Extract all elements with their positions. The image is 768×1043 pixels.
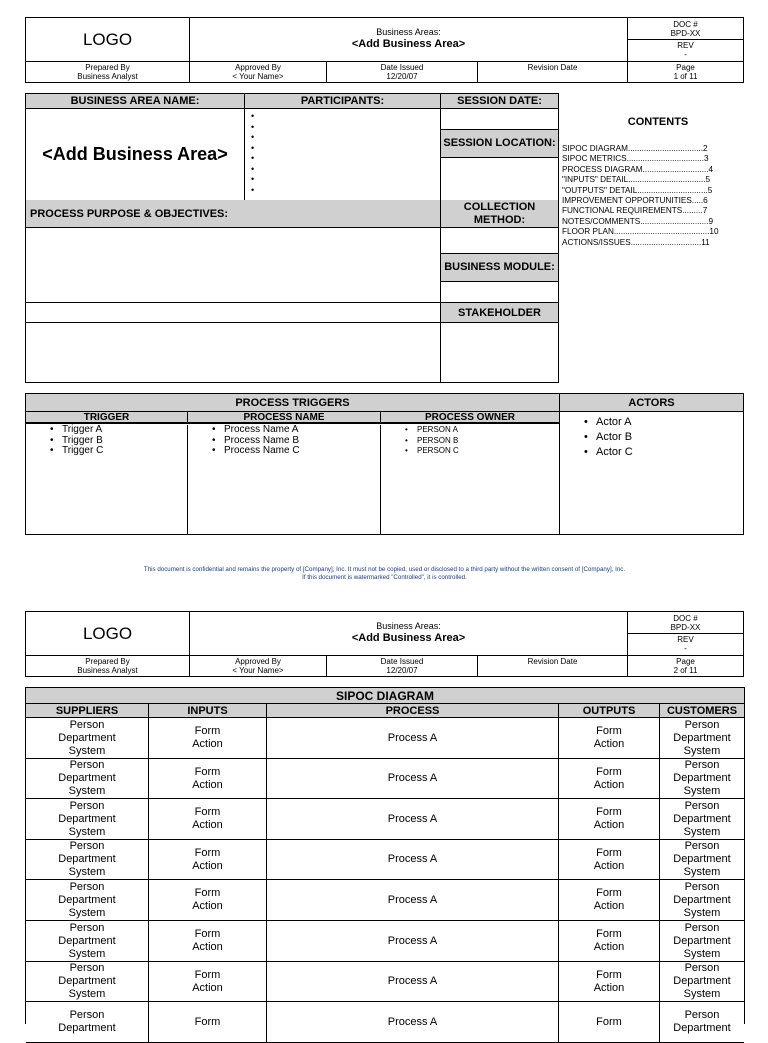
sipoc-col-inputs: INPUTS bbox=[149, 704, 267, 718]
sipoc-cell-line: System bbox=[683, 866, 721, 878]
sipoc-col-process: PROCESS bbox=[267, 704, 559, 718]
page-number: 2 of 11 bbox=[673, 666, 698, 675]
sipoc-cell-line: Form bbox=[194, 1015, 221, 1028]
participant-bullet: • bbox=[251, 153, 255, 163]
business-area-title: <Add Business Area> bbox=[351, 38, 466, 50]
sipoc-cell-line: Department bbox=[673, 772, 731, 784]
contents-item[interactable]: SIPOC METRICS..................................3 bbox=[562, 154, 709, 164]
sipoc-cell-process[interactable] bbox=[267, 921, 559, 962]
sipoc-cell-line: Department bbox=[58, 893, 116, 906]
sipoc-cell-line: Action bbox=[593, 941, 625, 953]
process-triggers-title: PROCESS TRIGGERS bbox=[26, 394, 559, 412]
sipoc-cell-output[interactable] bbox=[559, 921, 660, 962]
contents-item[interactable]: ACTIONS/ISSUES...............................11 bbox=[562, 237, 710, 247]
participant-bullet: • bbox=[251, 111, 255, 121]
sipoc-cell-output[interactable] bbox=[559, 880, 660, 921]
prepared-by-label: Prepared By bbox=[85, 657, 130, 666]
sipoc-cell-line: Process A bbox=[387, 893, 438, 906]
stakeholder-left-value[interactable] bbox=[26, 323, 441, 382]
business-area-title: <Add Business Area> bbox=[351, 632, 466, 644]
sipoc-cell-line: Person bbox=[69, 962, 105, 974]
page-label: Page bbox=[676, 63, 695, 72]
sipoc-cell-line: Action bbox=[192, 900, 223, 912]
sipoc-table bbox=[25, 687, 745, 1034]
logo: LOGO bbox=[26, 18, 190, 61]
sipoc-cell-line: Form bbox=[596, 765, 622, 778]
participants-header: PARTICIPANTS: bbox=[245, 94, 441, 109]
sipoc-cell-line: Action bbox=[593, 778, 625, 791]
sipoc-title: SIPOC DIAGRAM bbox=[26, 688, 744, 704]
sipoc-cell-line: System bbox=[683, 906, 721, 919]
sipoc-cell-customer[interactable] bbox=[660, 799, 744, 840]
approved-by-cell bbox=[190, 61, 327, 82]
sipoc-cell-line: System bbox=[68, 825, 106, 838]
business-areas-cell bbox=[190, 612, 628, 655]
session-location-header: SESSION LOCATION: bbox=[441, 130, 558, 158]
approved-by-label: Approved By bbox=[235, 63, 281, 72]
sipoc-cell-output[interactable] bbox=[559, 759, 660, 799]
approved-by-cell bbox=[190, 655, 327, 676]
doc-cell bbox=[628, 612, 743, 634]
collection-method-value[interactable] bbox=[441, 228, 558, 254]
info-grid bbox=[25, 93, 559, 383]
sipoc-cell-line: Form bbox=[194, 765, 221, 778]
sipoc-cell-process[interactable] bbox=[267, 718, 559, 759]
sipoc-cell-line: System bbox=[683, 785, 721, 797]
stakeholder-value[interactable] bbox=[441, 323, 558, 382]
logo: LOGO bbox=[26, 612, 190, 655]
sipoc-cell-customer[interactable] bbox=[660, 718, 744, 759]
sipoc-cell-input[interactable] bbox=[149, 718, 267, 759]
contents-item[interactable]: "OUTPUTS" DETAIL...............................5 bbox=[562, 185, 713, 195]
doc-number: BPD-XX bbox=[670, 623, 701, 632]
sipoc-cell-supplier[interactable] bbox=[26, 799, 149, 840]
sipoc-cell-line: Form bbox=[596, 846, 622, 859]
actor-item[interactable]: • Actor A bbox=[584, 415, 743, 430]
sipoc-cell-input[interactable] bbox=[149, 962, 267, 1002]
rev-cell bbox=[628, 634, 743, 655]
contents-item[interactable]: FLOOR PLAN..........................................10 bbox=[562, 227, 719, 237]
footer-line-2: If this document is watermarked "Controlled", it is controlled. bbox=[302, 573, 467, 581]
page-label: Page bbox=[676, 657, 695, 666]
sipoc-cell-line: Action bbox=[593, 819, 625, 831]
sipoc-cell-line: Person bbox=[684, 759, 720, 771]
sipoc-cell-line: Department bbox=[673, 893, 731, 906]
footer-line-1: This document is confidential and remains the property of [Company], Inc. It must not be copied, used or disclosed to a third party without the written consent of [Company], Inc. bbox=[143, 566, 626, 573]
actors-list bbox=[560, 415, 743, 460]
sipoc-cell-line: Person bbox=[69, 759, 105, 771]
revision-date-label: Revision Date bbox=[527, 63, 578, 72]
sipoc-cell-line: Form bbox=[596, 806, 622, 818]
sipoc-cell-input[interactable] bbox=[149, 1002, 267, 1043]
sipoc-cell-line: Department bbox=[58, 975, 116, 987]
sipoc-cell-line: Person bbox=[684, 921, 720, 934]
process-name-item[interactable]: • Process Name B bbox=[212, 436, 380, 447]
sipoc-cell-line: Action bbox=[593, 738, 625, 750]
sipoc-cell-output[interactable] bbox=[559, 718, 660, 759]
sipoc-cell-customer[interactable] bbox=[660, 880, 744, 921]
prepared-by-value: Business Analyst bbox=[77, 72, 138, 81]
sipoc-cell-line: System bbox=[68, 988, 106, 1000]
sipoc-cell-supplier[interactable] bbox=[26, 921, 149, 962]
sipoc-cell-line: Department bbox=[58, 731, 116, 744]
sipoc-col-outputs: OUTPUTS bbox=[559, 704, 660, 718]
prepared-by-label: Prepared By bbox=[85, 63, 130, 72]
sipoc-cell-line: Person bbox=[684, 799, 720, 812]
sipoc-cell-line: Department bbox=[58, 853, 116, 865]
process-owner-item[interactable]: • PERSON B bbox=[405, 436, 559, 447]
sipoc-cell-line: Person bbox=[684, 1009, 720, 1021]
sipoc-cell-line: Form bbox=[596, 968, 622, 981]
sipoc-cell-line: Action bbox=[593, 981, 625, 994]
actor-item[interactable]: • Actor B bbox=[584, 430, 743, 445]
sipoc-cell-line: Process A bbox=[387, 812, 438, 825]
sipoc-cell-line: Form bbox=[194, 806, 221, 818]
confidentiality-footer bbox=[25, 566, 744, 581]
sipoc-cell-customer[interactable] bbox=[660, 759, 744, 799]
date-issued-cell bbox=[327, 655, 478, 676]
rev-cell bbox=[628, 40, 743, 61]
process-name-list bbox=[188, 425, 381, 534]
sipoc-cell-line: Person bbox=[69, 718, 105, 731]
contents-list bbox=[562, 144, 744, 248]
sipoc-cell-line: Action bbox=[192, 778, 223, 791]
sipoc-cell-line: Process A bbox=[387, 975, 438, 987]
purpose-header: PROCESS PURPOSE & OBJECTIVES: bbox=[26, 200, 441, 228]
doc-label: DOC # bbox=[673, 614, 698, 623]
sipoc-cell-line: Person bbox=[69, 1009, 105, 1021]
approved-by-label: Approved By bbox=[235, 657, 281, 666]
sipoc-cell-input[interactable] bbox=[149, 921, 267, 962]
page-number: 1 of 11 bbox=[673, 72, 698, 81]
sipoc-cell-customer[interactable] bbox=[660, 921, 744, 962]
sipoc-cell-line: Department bbox=[673, 975, 731, 987]
revision-date-cell bbox=[478, 61, 628, 82]
sipoc-cell-customer[interactable] bbox=[660, 840, 744, 880]
date-issued-value: 12/20/07 bbox=[386, 72, 418, 81]
process-name-item[interactable]: • Process Name C bbox=[212, 446, 380, 457]
stakeholder-header: STAKEHOLDER bbox=[441, 303, 558, 323]
process-name-item[interactable]: • Process Name A bbox=[212, 425, 380, 436]
rev-value: - bbox=[684, 644, 687, 653]
sipoc-cell-line: Form bbox=[596, 1015, 622, 1028]
sipoc-cell-line: Department bbox=[58, 1022, 116, 1034]
business-areas-label: Business Areas: bbox=[376, 621, 441, 631]
sipoc-cell-line: Form bbox=[596, 725, 622, 737]
sipoc-cell-output[interactable] bbox=[559, 840, 660, 880]
sipoc-rows bbox=[26, 718, 744, 1034]
process-owner-col-header: PROCESS OWNER bbox=[381, 412, 559, 424]
date-issued-label: Date Issued bbox=[380, 657, 424, 666]
sipoc-cell-line: Form bbox=[596, 928, 622, 940]
sipoc-cell-input[interactable] bbox=[149, 799, 267, 840]
sipoc-cell-line: Department bbox=[673, 812, 731, 825]
trigger-item[interactable]: • Trigger B bbox=[50, 436, 187, 447]
sipoc-cell-process[interactable] bbox=[267, 962, 559, 1002]
sipoc-cell-line: Process A bbox=[387, 1015, 438, 1028]
contents-panel bbox=[562, 116, 744, 261]
sipoc-cell-output[interactable] bbox=[559, 1002, 660, 1043]
sipoc-cell-line: Process A bbox=[387, 853, 438, 865]
sipoc-cell-supplier[interactable] bbox=[26, 1002, 149, 1043]
process-owner-item[interactable]: • PERSON C bbox=[405, 446, 559, 457]
trigger-item[interactable]: • Trigger C bbox=[50, 446, 187, 457]
sipoc-cell-supplier[interactable] bbox=[26, 718, 149, 759]
rev-label: REV bbox=[677, 635, 694, 644]
participant-bullet: • bbox=[251, 174, 255, 184]
sipoc-cell-line: Form bbox=[194, 887, 221, 899]
contents-item[interactable]: PROCESS DIAGRAM.............................4 bbox=[562, 164, 714, 174]
process-owner-list bbox=[381, 425, 559, 534]
actor-item[interactable]: • Actor C bbox=[584, 445, 743, 460]
sipoc-cell-line: Department bbox=[673, 1022, 731, 1034]
approved-by-value: < Your Name> bbox=[232, 72, 284, 81]
sipoc-cell-output[interactable] bbox=[559, 799, 660, 840]
contents-item[interactable]: "INPUTS" DETAIL..................................5 bbox=[562, 175, 711, 185]
process-triggers-table bbox=[25, 393, 560, 535]
contents-item[interactable]: SIPOC DIAGRAM.................................2 bbox=[562, 144, 708, 153]
sipoc-cell-line: Form bbox=[596, 887, 622, 899]
sipoc-cell-line: System bbox=[683, 825, 721, 838]
sipoc-cell-line: System bbox=[68, 947, 106, 960]
doc-label: DOC # bbox=[673, 20, 698, 29]
date-issued-value: 12/20/07 bbox=[386, 666, 418, 675]
session-date-header: SESSION DATE: bbox=[441, 94, 558, 109]
business-area-value[interactable]: <Add Business Area> bbox=[26, 109, 245, 200]
participant-bullet: • bbox=[251, 132, 255, 142]
page1-header bbox=[25, 17, 744, 83]
sipoc-cell-output[interactable] bbox=[559, 962, 660, 1002]
page2-header bbox=[25, 611, 744, 677]
trigger-list bbox=[26, 425, 188, 534]
sipoc-cell-line: Action bbox=[192, 819, 223, 831]
sipoc-cell-line: Action bbox=[192, 941, 223, 953]
business-areas-cell bbox=[190, 18, 628, 61]
sipoc-cell-line: Department bbox=[673, 731, 731, 744]
sipoc-cell-line: System bbox=[683, 744, 721, 757]
sipoc-cell-line: Department bbox=[58, 934, 116, 947]
date-issued-label: Date Issued bbox=[380, 63, 424, 72]
sipoc-cell-line: Process A bbox=[387, 934, 438, 947]
purpose-value[interactable] bbox=[26, 228, 441, 303]
sipoc-cell-line: Department bbox=[58, 812, 116, 825]
prepared-by-cell bbox=[26, 655, 190, 676]
participant-bullet: • bbox=[251, 184, 255, 195]
sipoc-cell-line: System bbox=[68, 906, 106, 919]
sipoc-cell-line: Action bbox=[192, 738, 223, 750]
sipoc-cell-line: Process A bbox=[387, 731, 438, 744]
sipoc-cell-line: Action bbox=[192, 859, 223, 872]
sipoc-cell-line: Person bbox=[69, 799, 105, 812]
sipoc-cell-line: Person bbox=[684, 718, 720, 731]
sipoc-cell-line: Department bbox=[58, 772, 116, 784]
sipoc-cell-input[interactable] bbox=[149, 880, 267, 921]
sipoc-cell-line: Department bbox=[673, 934, 731, 947]
prepared-by-value: Business Analyst bbox=[77, 666, 138, 675]
business-areas-label: Business Areas: bbox=[376, 27, 441, 37]
sipoc-cell-process[interactable] bbox=[267, 880, 559, 921]
approved-by-value: < Your Name> bbox=[232, 666, 284, 675]
trigger-item[interactable]: • Trigger A bbox=[50, 425, 187, 436]
contents-item[interactable]: NOTES/COMMENTS..............................9 bbox=[562, 216, 714, 226]
sipoc-cell-line: Person bbox=[69, 840, 105, 852]
participant-bullet: • bbox=[251, 163, 255, 174]
sipoc-cell-supplier[interactable] bbox=[26, 880, 149, 921]
sipoc-cell-line: Person bbox=[684, 880, 720, 893]
prepared-by-cell bbox=[26, 61, 190, 82]
business-area-name-header: BUSINESS AREA NAME: bbox=[26, 94, 245, 109]
contents-title: CONTENTS bbox=[627, 116, 689, 128]
actors-table bbox=[559, 393, 744, 535]
sipoc-cell-line: System bbox=[68, 744, 106, 757]
sipoc-cell-line: Action bbox=[192, 981, 223, 994]
actors-title: ACTORS bbox=[560, 394, 743, 412]
rev-label: REV bbox=[677, 41, 694, 50]
sipoc-cell-line: Action bbox=[593, 859, 625, 872]
sipoc-cell-line: Person bbox=[684, 840, 720, 852]
sipoc-cell-supplier[interactable] bbox=[26, 840, 149, 880]
sipoc-cell-line: System bbox=[68, 785, 106, 797]
sipoc-cell-line: Person bbox=[684, 962, 720, 974]
contents-item[interactable]: IMPROVEMENT OPPORTUNITIES.....6 bbox=[562, 196, 708, 206]
sipoc-cell-line: Person bbox=[69, 921, 105, 934]
trigger-col-header: TRIGGER bbox=[26, 412, 188, 424]
page-cell bbox=[628, 655, 743, 676]
sipoc-cell-supplier[interactable] bbox=[26, 962, 149, 1002]
sipoc-cell-line: Form bbox=[194, 725, 221, 737]
sipoc-cell-line: System bbox=[683, 947, 721, 960]
collection-method-header: COLLECTION METHOD: bbox=[441, 200, 558, 228]
session-date-value[interactable] bbox=[441, 109, 558, 130]
sipoc-cell-customer[interactable] bbox=[660, 1002, 744, 1043]
sipoc-cell-input[interactable] bbox=[149, 840, 267, 880]
revision-date-label: Revision Date bbox=[527, 657, 578, 666]
revision-date-cell bbox=[478, 655, 628, 676]
sipoc-cell-line: System bbox=[683, 988, 721, 1000]
participant-bullet: • bbox=[251, 121, 255, 132]
sipoc-cell-line: Action bbox=[593, 900, 625, 912]
participant-bullet: • bbox=[251, 142, 255, 153]
date-issued-cell bbox=[327, 61, 478, 82]
sipoc-cell-line: Form bbox=[194, 928, 221, 940]
rev-value: - bbox=[684, 50, 687, 59]
page-cell bbox=[628, 61, 743, 82]
sipoc-col-customers: CUSTOMERS bbox=[660, 704, 744, 718]
session-location-value[interactable] bbox=[441, 158, 558, 200]
contents-item[interactable]: FUNCTIONAL REQUIREMENTS.........7 bbox=[562, 206, 708, 216]
sipoc-cell-input[interactable] bbox=[149, 759, 267, 799]
sipoc-cell-line: Form bbox=[194, 846, 221, 859]
sipoc-cell-customer[interactable] bbox=[660, 962, 744, 1002]
sipoc-cell-line: Form bbox=[194, 968, 221, 981]
objectives-extra-row[interactable] bbox=[26, 303, 441, 323]
business-module-value[interactable] bbox=[441, 282, 558, 303]
sipoc-cell-process[interactable] bbox=[267, 759, 559, 799]
sipoc-cell-process[interactable] bbox=[267, 799, 559, 840]
business-module-header: BUSINESS MODULE: bbox=[441, 254, 558, 282]
process-owner-item[interactable]: • PERSON A bbox=[405, 425, 559, 436]
doc-number: BPD-XX bbox=[670, 29, 701, 38]
sipoc-cell-line: Process A bbox=[387, 772, 438, 784]
participants-list[interactable] bbox=[245, 109, 441, 200]
sipoc-cell-line: Person bbox=[69, 880, 105, 893]
sipoc-cell-supplier[interactable] bbox=[26, 759, 149, 799]
process-name-col-header: PROCESS NAME bbox=[188, 412, 381, 424]
sipoc-cell-process[interactable] bbox=[267, 1002, 559, 1043]
sipoc-cell-line: System bbox=[68, 866, 106, 878]
sipoc-cell-line: Department bbox=[673, 853, 731, 865]
sipoc-cell-process[interactable] bbox=[267, 840, 559, 880]
doc-cell bbox=[628, 18, 743, 40]
sipoc-col-suppliers: SUPPLIERS bbox=[26, 704, 149, 718]
